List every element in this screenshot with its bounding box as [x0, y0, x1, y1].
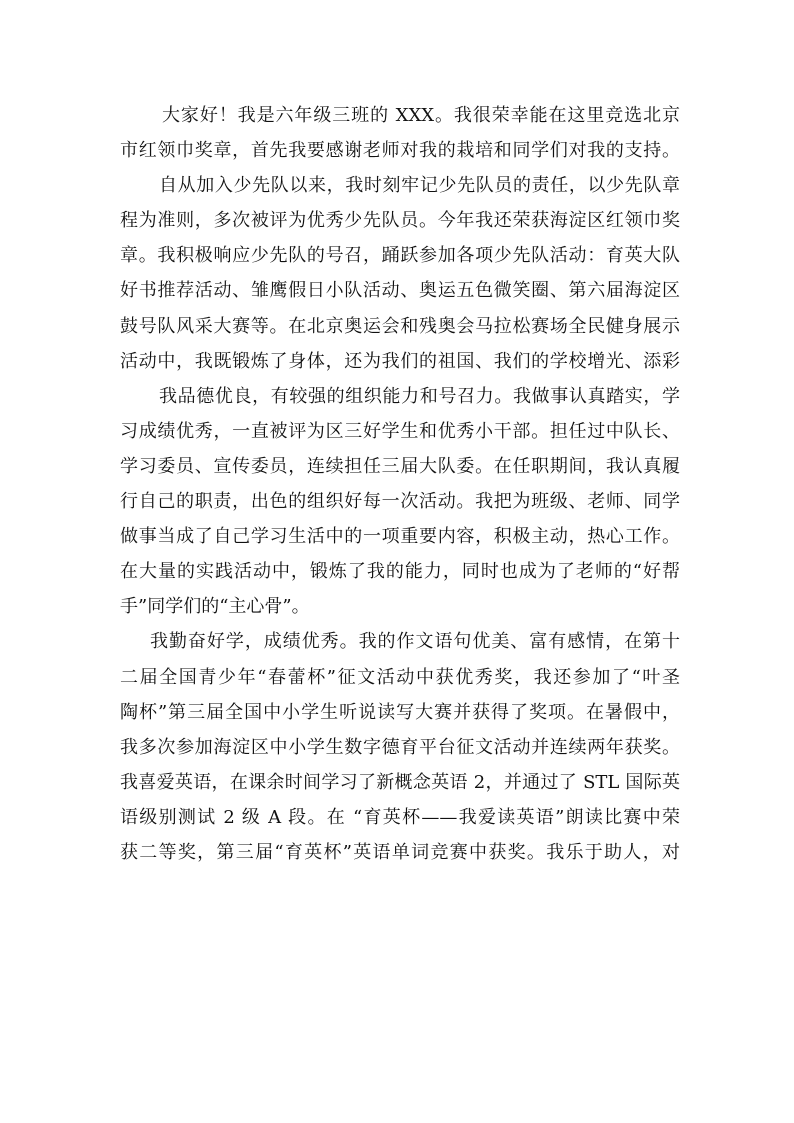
text-line: 市红领巾奖章，首先我要感谢老师对我的栽培和同学们对我的支持。	[120, 140, 680, 162]
paragraph-greeting	[120, 98, 680, 168]
paragraph-young-pioneers	[120, 168, 680, 379]
text-line: 行自己的职责，出色的组织好每一次活动。我把为班级、老师、同学	[120, 491, 680, 513]
text-line: 好书推荐活动、雏鹰假日小队活动、奥运五色微笑圈、第六届海淀区	[120, 280, 680, 302]
text-line: 获二等奖，第三届“育英杯”英语单词竞赛中获奖。我乐于助人，对	[120, 841, 680, 863]
text-line: 程为准则，多次被评为优秀少先队员。今年我还荣获海淀区红领巾奖	[120, 210, 680, 232]
text-line: 我品德优良，有较强的组织能力和号召力。我做事认真踏实，学	[159, 385, 680, 407]
text-line: 活动中，我既锻炼了身体，还为我们的祖国、我们的学校增光、添彩	[120, 350, 680, 372]
text-line: 二届全国青少年“春蕾杯”征文活动中获优秀奖，我还参加了“叶圣	[120, 666, 680, 688]
text-line: 我勤奋好学，成绩优秀。我的作文语句优美、富有感情，在第十	[150, 631, 680, 653]
paragraph-character	[120, 379, 680, 625]
text-line: 我多次参加海淀区中小学生数字德育平台征文活动并连续两年获奖。	[120, 736, 680, 758]
text-line: 我喜爱英语，在课余时间学习了新概念英语 2，并通过了 STL 国际英	[120, 771, 680, 793]
text-line: 陶杯”第三届全国中小学生听说读写大赛并获得了奖项。在暑假中，	[120, 701, 680, 723]
text-line: 章。我积极响应少先队的号召，踊跃参加各项少先队活动：育英大队	[120, 245, 680, 267]
text-line: 大家好！我是六年级三班的 XXX。我很荣幸能在这里竞选北京	[162, 105, 680, 126]
text-line: 手”同学们的“主心骨”。	[120, 596, 310, 618]
text-line: 鼓号队风采大赛等。在北京奥运会和残奥会马拉松赛场全民健身展示	[120, 315, 680, 337]
text-line: 在大量的实践活动中，锻炼了我的能力，同时也成为了老师的“好帮	[120, 561, 680, 583]
text-line: 语级别测试 2 级 A 段。在 “育英杯——我爱读英语”朗读比赛中荣	[120, 806, 680, 828]
text-line: 习成绩优秀，一直被评为区三好学生和优秀小干部。担任过中队长、	[120, 420, 680, 442]
text-line: 学习委员、宣传委员，连续担任三届大队委。在任职期间，我认真履	[120, 455, 680, 477]
text-line: 自从加入少先队以来，我时刻牢记少先队员的责任，以少先队章	[159, 175, 680, 197]
text-line: 做事当成了自己学习生活中的一项重要内容，积极主动，热心工作。	[120, 526, 680, 548]
paragraph-studies	[120, 624, 680, 870]
document-body	[120, 98, 680, 870]
